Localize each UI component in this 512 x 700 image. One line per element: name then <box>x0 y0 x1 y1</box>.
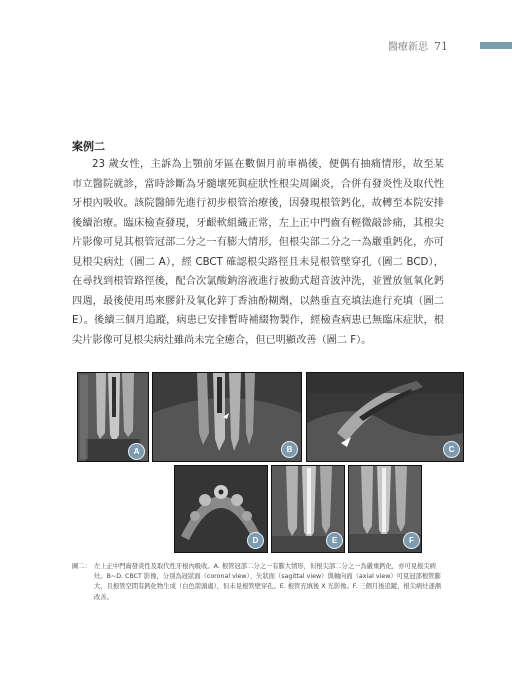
running-header <box>388 38 448 53</box>
figure-panel-c <box>306 372 464 462</box>
figure-panel-a <box>77 372 149 462</box>
caption-label: 圖二： <box>72 563 91 570</box>
figure-panel-b <box>152 372 302 462</box>
figure-panel-d <box>174 465 268 553</box>
page-number: 71 <box>434 40 448 53</box>
case-paragraph: 23 歲女性，主訴為上顎前牙區在數個月前車禍後，便偶有抽痛情形，故至某市立醫院就診，當時診斷為牙髓壞死與症狀性根尖周圍炎，合併有發炎性及取代性牙根內吸收。該院醫師先進行初步根管治療後，因發現根管鈣化，故轉至本院安排後續治療。臨床檢查發現，牙齦軟組織正常，左上正中門齒有輕微敲診痛，其根尖片影像可見其根管冠部二分之一有膨大情形，但根尖部二分之一為嚴重鈣化，亦可見根尖病灶（圖二 A），經 CBCT 確認根尖路徑且未見根管壁穿孔（圖二 BCD），在尋找到根管路徑後，配合次氯酸鈉溶液進行被動式超音波沖洗，並置放氫氧化鈣四週，最後使用馬來膠針及氧化鋅丁香油酚糊劑，以熱垂直充填法進行充填（圖二 E）。後續三個月追蹤，病患已安排暫時補綴物製作，經檢查病患已無臨床症狀，根尖片影像可見根尖病灶雖尚未完全癒合，但已明顯改善（圖二 F）。 <box>72 159 444 346</box>
header-accent-bar <box>480 42 512 49</box>
cbct-coronal-image <box>153 373 301 461</box>
figure-panel-f <box>348 465 422 553</box>
running-title: 醫療新思 <box>388 42 428 53</box>
panel-label-d: D <box>247 532 264 549</box>
panel-label-b: B <box>281 441 298 458</box>
section-title: 案例二 <box>72 140 105 153</box>
body-text <box>72 155 444 350</box>
panel-label-f: F <box>403 532 420 549</box>
figure-panel-e <box>271 465 345 553</box>
panel-label-e: E <box>326 532 343 549</box>
cbct-sagittal-image <box>307 373 463 461</box>
caption-text: 左上正中門齒發炎性及取代性牙根內吸收。A. 根管冠部二分之一有膨大情形，但根尖部二分之一為嚴重鈣化，亦可見根尖病灶。B~D. CBCT 影像，分別為冠狀面（coronal view）、矢狀面（sagittal view）與軸向面（axial view）可見冠部根管膨大，且根管空間有鈣化物生成（白色箭頭處），但未見根管壁穿孔。E. 根管充填後 X 光影像。F. 三個月後追蹤，根尖病灶逐漸改善。 <box>94 563 442 601</box>
panel-label-c: C <box>443 441 460 458</box>
panel-label-a: A <box>128 443 145 460</box>
figure-caption <box>72 562 444 603</box>
